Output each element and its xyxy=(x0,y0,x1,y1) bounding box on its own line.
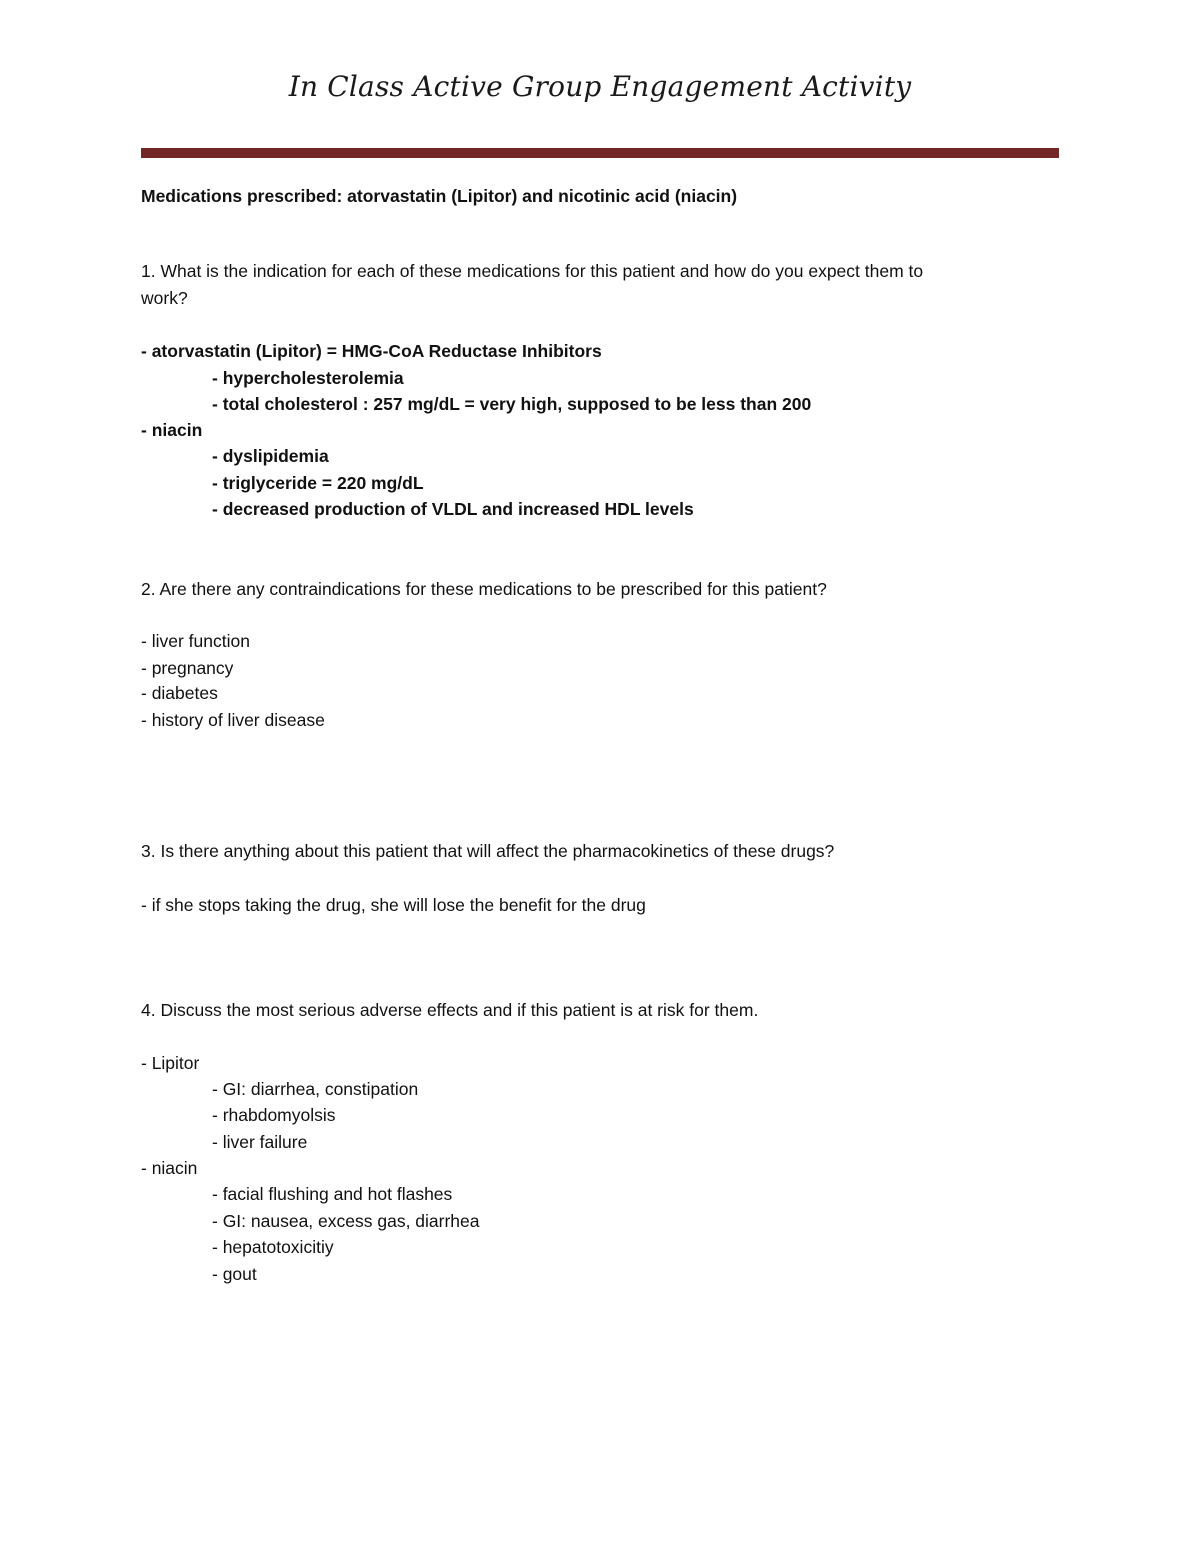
medications-line: Medications prescribed: atorvastatin (Lipitor) and nicotinic acid (niacin) xyxy=(141,186,738,206)
q4-answer: - liver failure xyxy=(212,1132,308,1152)
page-title: In Class Active Group Engagement Activity xyxy=(288,70,912,103)
q2-answer: - pregnancy xyxy=(141,658,234,678)
question-1-line-1: 1. What is the indication for each of these medications for this patient and how do you expect them to xyxy=(141,261,924,281)
question-3: 3. Is there anything about this patient that will affect the pharmacokinetics of these drugs? xyxy=(141,841,835,861)
q4-answer: - hepatotoxicitiy xyxy=(212,1237,334,1257)
q4-answer: - GI: diarrhea, constipation xyxy=(212,1079,419,1099)
q2-answer: - diabetes xyxy=(141,683,218,703)
q1-answer-hypercholesterolemia: - hypercholesterolemia xyxy=(212,368,404,388)
q1-answer-niacin: - niacin xyxy=(141,420,203,440)
q4-answer-lipitor: - Lipitor xyxy=(141,1053,200,1073)
q4-answer: - facial flushing and hot flashes xyxy=(212,1184,453,1204)
q4-answer-niacin: - niacin xyxy=(141,1158,198,1178)
q1-answer-triglyceride: - triglyceride = 220 mg/dL xyxy=(212,473,424,493)
q4-answer: - rhabdomyolsis xyxy=(212,1105,336,1125)
question-1-line-2: work? xyxy=(141,288,188,308)
q2-answer: - liver function xyxy=(141,631,250,651)
q1-answer-vldl-hdl: - decreased production of VLDL and increased HDL levels xyxy=(212,499,694,519)
q1-answer-total-cholesterol: - total cholesterol : 257 mg/dL = very high, supposed to be less than 200 xyxy=(212,394,812,414)
q4-answer: - GI: nausea, excess gas, diarrhea xyxy=(212,1211,480,1231)
q1-answer-dyslipidemia: - dyslipidemia xyxy=(212,446,329,466)
q4-answer: - gout xyxy=(212,1264,257,1284)
q1-answer-atorvastatin: - atorvastatin (Lipitor) = HMG-CoA Reductase Inhibitors xyxy=(141,341,602,361)
q3-answer: - if she stops taking the drug, she will lose the benefit for the drug xyxy=(141,895,646,915)
question-4: 4. Discuss the most serious adverse effects and if this patient is at risk for them. xyxy=(141,1000,759,1020)
question-2: 2. Are there any contraindications for these medications to be prescribed for this patient? xyxy=(141,579,827,599)
title-divider xyxy=(141,148,1059,158)
q2-answer: - history of liver disease xyxy=(141,710,325,730)
